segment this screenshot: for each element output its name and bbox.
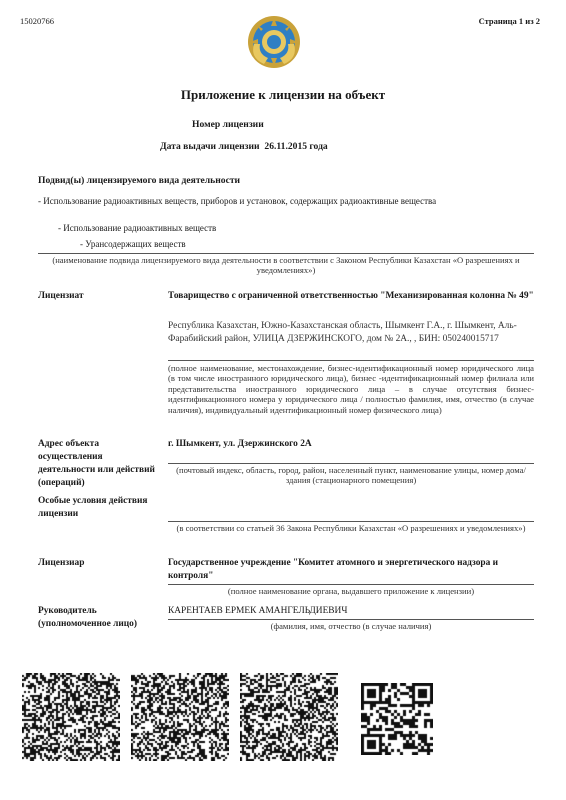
special-conditions-note: (в соответствии со статьей 36 Закона Республики Казахстан «О разрешениях и уведомлениях»)	[176, 523, 526, 533]
document-number: 15020766	[20, 16, 54, 26]
object-address-value: г. Шымкент, ул. Дзержинского 2А	[168, 439, 312, 449]
object-address-label: Адрес объекта осуществления деятельности или действий (операций)	[38, 439, 155, 488]
licensor-value: Государственное учреждение "Комитет атомного и энергетического надзора и контроля"	[168, 558, 499, 581]
divider	[168, 619, 534, 620]
license-number-label: Номер лицензии	[192, 119, 264, 130]
divider	[168, 584, 534, 585]
subtype-item: - Урансодержащих веществ	[80, 239, 186, 249]
subtype-item: - Использование радиоактивных веществ, приборов и установок, содержащих радиоактивные вещества	[38, 196, 437, 206]
digital-signature-barcode	[131, 673, 229, 761]
state-emblem-icon	[246, 14, 302, 70]
object-address-note: (почтовый индекс, область, город, район, населенный пункт, наименование улицы, номер дома/здания (стационарного помещения)	[176, 465, 526, 486]
digital-signature-barcode	[22, 673, 120, 761]
page-title: Приложение к лицензии на объект	[180, 87, 386, 102]
licensee-label: Лицензиат	[38, 291, 84, 301]
head-note: (фамилия, имя, отчество (в случае наличия)	[270, 621, 432, 631]
divider	[168, 360, 534, 361]
licensee-note: (полное наименование, местонахождение, бизнес-идентификационный номер юридического лица (в том числе иностранного юридического лица), бизнес -идентификационный номер филиала или представительства иностранного юридического лица – в случае отсутствия бизнес-идентификационного номера у юридического лица / полностью фамилия, имя, отчество (в случае наличия), индивидуальный идентификационный номер физического лица)	[168, 363, 534, 415]
special-conditions-label: Особые условия действия лицензии	[38, 496, 148, 519]
licensee-name: Товарищество с ограниченной ответственностью "Механизированная колонна № 49"	[168, 291, 534, 301]
qr-code	[361, 683, 433, 755]
subtype-heading: Подвид(ы) лицензируемого вида деятельности	[38, 175, 241, 186]
issue-date-label: Дата выдачи лицензии	[160, 141, 260, 152]
divider	[168, 521, 534, 522]
head-label: Руководитель (уполномоченное лицо)	[38, 606, 137, 629]
head-value: КАРЕНТАЕВ ЕРМЕК АМАНГЕЛЬДИЕВИЧ	[168, 606, 348, 616]
page-info: Страница 1 из 2	[478, 16, 540, 26]
digital-signature-barcode	[240, 673, 338, 761]
divider	[38, 253, 534, 254]
subtype-item: - Использование радиоактивных веществ	[58, 223, 217, 233]
divider	[168, 463, 534, 464]
licensor-label: Лицензиар	[38, 558, 85, 568]
subtype-note: (наименование подвида лицензируемого вида деятельности в соответствии с Законом Республики Казахстан «О разрешениях и уведомлениях»)	[52, 255, 520, 276]
issue-date: 26.11.2015 года	[264, 141, 328, 152]
licensor-note: (полное наименование органа, выдавшего приложение к лицензии)	[227, 586, 475, 596]
licensee-address: Республика Казахстан, Южно-Казахстанская область, Шымкент Г.А., г. Шымкент, Аль-Фарабийский район, УЛИЦА ДЗЕРЖИНСКОГО, дом № 2А., , БИН: 050240015717	[168, 321, 517, 344]
